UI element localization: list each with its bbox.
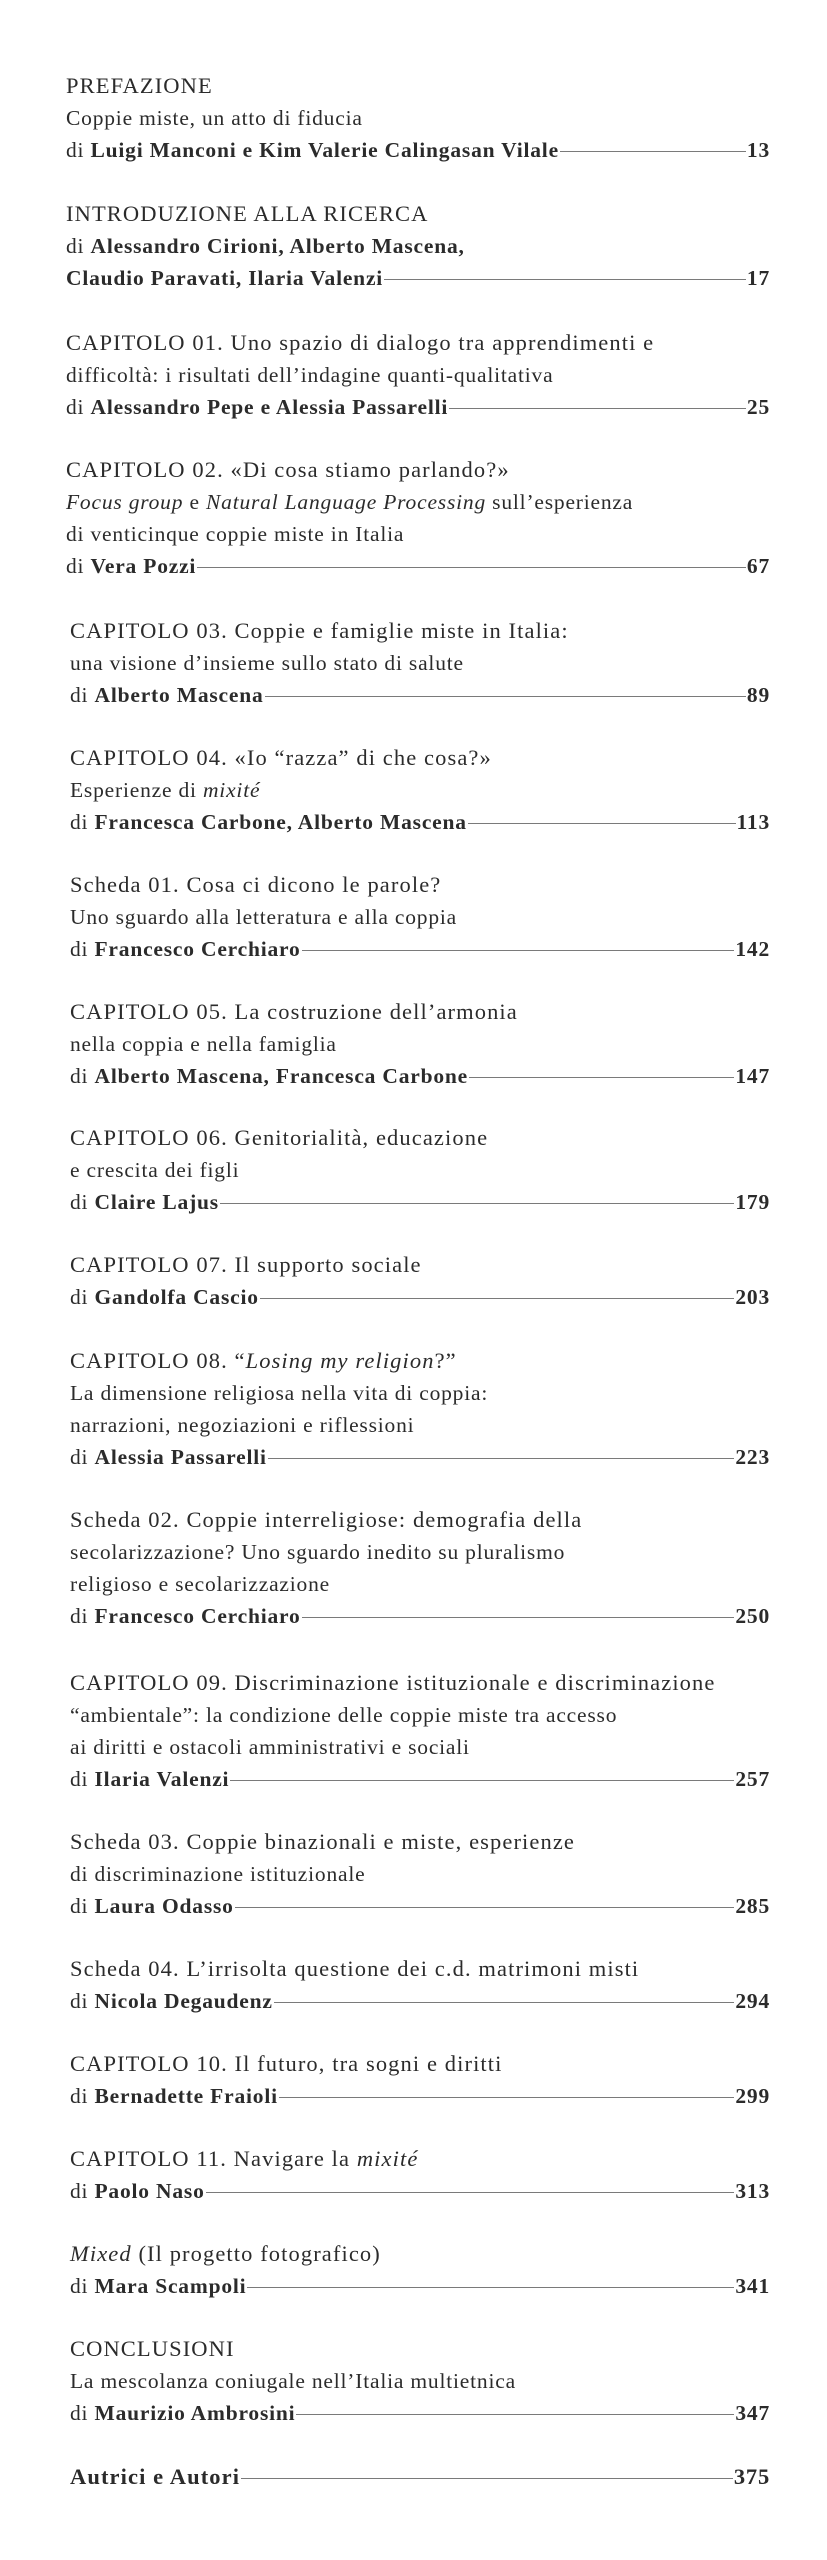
toc-entry-capitolo-10: [70, 2048, 770, 2112]
text-run: CAPITOLO 04. «Io “razza” di che cosa?»: [70, 745, 492, 770]
entry-author-line: [70, 1186, 770, 1218]
dot-leader: [468, 823, 736, 824]
text-run: di: [70, 1445, 95, 1469]
author-name: Alessia Passarelli: [94, 1445, 267, 1469]
entry-subtitle-line: [70, 1568, 770, 1600]
dot-leader: [449, 408, 746, 409]
toc-entry-capitolo-07: [70, 1249, 770, 1313]
author-name: Francesca Carbone, Alberto Mascena: [94, 810, 467, 834]
page-number: 299: [735, 2084, 770, 2108]
author-credit: [70, 1060, 468, 1092]
text-run: una visione d’insieme sullo stato di salute: [70, 651, 464, 675]
text-run: di: [70, 1604, 95, 1628]
page-number: 203: [735, 1285, 770, 1309]
author-credit: [70, 1985, 273, 2017]
text-run: secolarizzazione? Uno sguardo inedito su pluralismo: [70, 1540, 566, 1564]
text-run: ai diritti e ostacoli amministrativi e sociali: [70, 1735, 470, 1759]
entry-author-line: [70, 1281, 770, 1313]
toc-entry-capitolo-01: [66, 327, 770, 423]
author-name: Alberto Mascena, Francesca Carbone: [94, 1064, 469, 1088]
author-credit: [70, 1763, 229, 1795]
entry-author-line: [70, 1441, 770, 1473]
dot-leader: [268, 1458, 735, 1459]
entry-author-line: [66, 134, 770, 166]
toc-entry-capitolo-08: [70, 1345, 770, 1473]
author-credit: [70, 1890, 234, 1922]
toc-entry-capitolo-09: [70, 1667, 770, 1795]
text-run: ?”: [434, 1348, 457, 1373]
dot-leader: [274, 2002, 735, 2003]
dot-leader: [302, 950, 735, 951]
text-run: di: [70, 1767, 95, 1791]
dot-leader: [279, 2097, 734, 2098]
entry-title: [70, 996, 770, 1028]
entry-title: [70, 2238, 770, 2270]
text-run: INTRODUZIONE ALLA RICERCA: [66, 201, 429, 226]
toc-entry-capitolo-05: [70, 996, 770, 1092]
dot-leader: [197, 567, 746, 568]
text-run: CAPITOLO 05. La costruzione dell’armonia: [70, 999, 518, 1024]
entry-title: [70, 1953, 770, 1985]
page-number: 13: [746, 138, 770, 162]
text-run: di: [70, 1894, 95, 1918]
entry-title: [70, 2333, 770, 2365]
entry-subtitle-line: [66, 518, 770, 550]
toc-entry-scheda-04: [70, 1953, 770, 2017]
page-number: 285: [735, 1894, 770, 1918]
toc-entry-capitolo-03: [70, 615, 770, 711]
text-run: CAPITOLO 03. Coppie e famiglie miste in Italia:: [70, 618, 569, 643]
italic-text: Losing my religion: [245, 1348, 435, 1373]
entry-author-line: [70, 679, 770, 711]
text-run: di venticinque coppie miste in Italia: [66, 522, 405, 546]
text-run: Coppie miste, un atto di fiducia: [66, 106, 363, 130]
author-credit: [66, 262, 383, 294]
author-credit: [70, 933, 301, 965]
author-credit: [66, 134, 559, 166]
author-name: Nicola Degaudenz: [94, 1989, 273, 2013]
text-run: di: [66, 395, 91, 419]
text-run: di: [70, 2274, 95, 2298]
entry-subtitle-line: [70, 1536, 770, 1568]
text-run: di: [70, 683, 95, 707]
text-run: di: [70, 1190, 95, 1214]
text-run: CAPITOLO 07. Il supporto sociale: [70, 1252, 422, 1277]
entry-author-line: [70, 1890, 770, 1922]
entry-subtitle-line: [66, 102, 770, 134]
author-name: Luigi Manconi e Kim Valerie Calingasan Vilale: [90, 138, 559, 162]
page-number: 179: [735, 1190, 770, 1214]
author-credit: [70, 2270, 246, 2302]
toc-entry-mixed: [70, 2238, 770, 2302]
entry-author-line: [70, 2175, 770, 2207]
toc-entry-introduzione: [66, 198, 770, 294]
dot-leader: [235, 1907, 735, 1908]
text-run: narrazioni, negoziazioni e riflessioni: [70, 1413, 415, 1437]
entry-title: [70, 1249, 770, 1281]
text-run: di: [70, 2179, 95, 2203]
author-name: Ilaria Valenzi: [94, 1767, 230, 1791]
entry-title: [66, 70, 770, 102]
author-name: Mara Scampoli: [94, 2274, 247, 2298]
text-run: CAPITOLO 11. Navigare la: [70, 2146, 357, 2171]
text-run: di: [66, 234, 91, 258]
page-number: 17: [746, 266, 770, 290]
text-run: CAPITOLO 08. “: [70, 1348, 246, 1373]
text-run: CAPITOLO 10. Il futuro, tra sogni e diritti: [70, 2051, 503, 2076]
page-number: 25: [746, 395, 770, 419]
entry-subtitle-line: [70, 647, 770, 679]
toc-entry-scheda-02: [70, 1504, 770, 1632]
dot-leader: [265, 696, 746, 697]
entry-title: [70, 1667, 770, 1699]
text-run: Esperienze di: [70, 778, 203, 802]
italic-text: mixité: [356, 2146, 419, 2171]
entry-title: [70, 2048, 770, 2080]
author-name: Vera Pozzi: [90, 554, 197, 578]
entry-title: [70, 1504, 770, 1536]
author-name: Autrici e Autori: [70, 2464, 241, 2489]
dot-leader: [260, 1298, 735, 1299]
toc-entry-capitolo-04: [70, 742, 770, 838]
page-number: 113: [736, 810, 770, 834]
author-credit: [70, 1600, 301, 1632]
text-run: (Il progetto fotografico): [131, 2241, 381, 2266]
entry-subtitle-line: [70, 1377, 770, 1409]
entry-title: [66, 327, 770, 359]
toc-entry-prefazione: [66, 70, 770, 166]
entry-title: [70, 869, 770, 901]
entry-subtitle-line: [70, 2365, 770, 2397]
text-run: Scheda 01. Cosa ci dicono le parole?: [70, 872, 442, 897]
text-run: CAPITOLO 02. «Di cosa stiamo parlando?»: [66, 457, 510, 482]
toc-entry-capitolo-11: [70, 2143, 770, 2207]
page-number: 223: [735, 1445, 770, 1469]
author-name: Maurizio Ambrosini: [94, 2401, 296, 2425]
author-name: Laura Odasso: [94, 1894, 234, 1918]
entry-author-line: [70, 2397, 770, 2429]
entry-subtitle-line: [70, 1699, 770, 1731]
author-name: Claudio Paravati, Ilaria Valenzi: [66, 266, 384, 290]
dot-leader: [560, 151, 746, 152]
entry-subtitle-line: [70, 774, 770, 806]
page-number: 89: [746, 683, 770, 707]
page-number: 250: [735, 1604, 770, 1628]
dot-leader: [469, 1077, 734, 1078]
entry-subtitle-line: [70, 901, 770, 933]
author-credit: [70, 2175, 205, 2207]
text-run: e: [183, 490, 206, 514]
author-credit: [70, 1281, 259, 1313]
entry-subtitle-line: [70, 1731, 770, 1763]
entry-subtitle-line: [70, 1154, 770, 1186]
dot-leader: [241, 2478, 733, 2479]
author-credit: [70, 2461, 240, 2493]
text-run: di: [66, 138, 91, 162]
text-run: di: [70, 1285, 95, 1309]
entry-author-line: [70, 1060, 770, 1092]
text-run: di discriminazione istituzionale: [70, 1862, 366, 1886]
author-name: Francesco Cerchiaro: [94, 937, 301, 961]
entry-title: [70, 615, 770, 647]
author-credit: [66, 550, 196, 582]
text-run: CONCLUSIONI: [70, 2336, 235, 2361]
toc-entry-capitolo-02: [66, 454, 770, 582]
dot-leader: [296, 2414, 734, 2415]
author-credit: [70, 806, 467, 838]
entry-subtitle-line: [66, 486, 770, 518]
text-run: Uno sguardo alla letteratura e alla coppia: [70, 905, 457, 929]
entry-title: [70, 742, 770, 774]
entry-author-line: [70, 2461, 770, 2493]
toc-entry-scheda-03: [70, 1826, 770, 1922]
entry-title: [70, 1826, 770, 1858]
page-number: 375: [733, 2464, 770, 2489]
text-run: e crescita dei figli: [70, 1158, 240, 1182]
italic-text: Natural Language Processing: [206, 490, 486, 514]
author-credit: [66, 391, 448, 423]
text-run: PREFAZIONE: [66, 73, 213, 98]
text-run: La dimensione religiosa nella vita di coppia:: [70, 1381, 489, 1405]
author-credit: [70, 1186, 219, 1218]
dot-leader: [206, 2192, 735, 2193]
entry-title: [66, 454, 770, 486]
text-run: di: [66, 554, 91, 578]
entry-title: [70, 1122, 770, 1154]
entry-author-line: [70, 933, 770, 965]
italic-text: mixité: [202, 778, 261, 802]
text-run: religioso e secolarizzazione: [70, 1572, 330, 1596]
text-run: di: [70, 2084, 95, 2108]
text-run: di: [70, 2401, 95, 2425]
author-credit: [70, 679, 264, 711]
text-run: Scheda 03. Coppie binazionali e miste, esperienze: [70, 1829, 575, 1854]
page-number: 313: [735, 2179, 770, 2203]
italic-text: Focus group: [66, 490, 184, 514]
entry-author-line: [70, 1985, 770, 2017]
text-run: di: [70, 1989, 95, 2013]
dot-leader: [220, 1203, 734, 1204]
text-run: Scheda 04. L’irrisolta questione dei c.d. matrimoni misti: [70, 1956, 640, 1981]
page-number: 142: [735, 937, 770, 961]
text-run: Scheda 02. Coppie interreligiose: demografia della: [70, 1507, 583, 1532]
page-number: 347: [735, 2401, 770, 2425]
dot-leader: [230, 1780, 734, 1781]
entry-subtitle-line: [70, 1858, 770, 1890]
page-number: 294: [735, 1989, 770, 2013]
text-run: nella coppia e nella famiglia: [70, 1032, 337, 1056]
author-name: Alessandro Pepe e Alessia Passarelli: [90, 395, 449, 419]
toc-entry-scheda-01: [70, 869, 770, 965]
entry-author-line: [70, 806, 770, 838]
page-number: 257: [735, 1767, 770, 1791]
entry-title: [70, 2143, 770, 2175]
author-name: Paolo Naso: [94, 2179, 205, 2203]
entry-author-line: [66, 391, 770, 423]
text-run: CAPITOLO 09. Discriminazione istituzionale e discriminazione: [70, 1670, 716, 1695]
entry-author-line: [66, 550, 770, 582]
toc-entry-conclusioni: [70, 2333, 770, 2429]
dot-leader: [247, 2287, 734, 2288]
entry-title: [66, 198, 770, 230]
page-number: 341: [735, 2274, 770, 2298]
text-run: di: [70, 937, 95, 961]
toc-entry-autrici-e-autori: [70, 2461, 770, 2493]
entry-author-line: [70, 2080, 770, 2112]
text-run: di: [70, 1064, 95, 1088]
entry-subtitle-line: [66, 230, 770, 262]
entry-subtitle-line: [66, 359, 770, 391]
text-run: CAPITOLO 01. Uno spazio di dialogo tra apprendimenti e: [66, 330, 655, 355]
entry-subtitle-line: [70, 1028, 770, 1060]
text-run: La mescolanza coniugale nell’Italia multietnica: [70, 2369, 516, 2393]
text-run: CAPITOLO 06. Genitorialità, educazione: [70, 1125, 489, 1150]
author-name: Gandolfa Cascio: [94, 1285, 259, 1309]
entry-title: [70, 1345, 770, 1377]
text-run: “ambientale”: la condizione delle coppie miste tra accesso: [70, 1703, 618, 1727]
author-name: Francesco Cerchiaro: [94, 1604, 301, 1628]
author-name: Claire Lajus: [94, 1190, 219, 1214]
author-credit: [70, 1441, 267, 1473]
dot-leader: [384, 279, 746, 280]
text-run: difficoltà: i risultati dell’indagine quanti-qualitativa: [66, 363, 554, 387]
author-credit: [70, 2080, 278, 2112]
entry-author-line: [70, 2270, 770, 2302]
text-run: di: [70, 810, 95, 834]
toc-entry-capitolo-06: [70, 1122, 770, 1218]
entry-subtitle-line: [70, 1409, 770, 1441]
author-credit: [70, 2397, 295, 2429]
author-name: Alessandro Cirioni, Alberto Mascena,: [90, 234, 465, 258]
italic-text: Mixed: [70, 2241, 132, 2266]
page-number: 147: [735, 1064, 770, 1088]
entry-author-line: [70, 1763, 770, 1795]
entry-author-line: [70, 1600, 770, 1632]
dot-leader: [302, 1617, 735, 1618]
author-name: Bernadette Fraioli: [94, 2084, 278, 2108]
page-number: 67: [746, 554, 770, 578]
text-run: sull’esperienza: [486, 490, 634, 514]
author-name: Alberto Mascena: [94, 683, 264, 707]
entry-author-line: [66, 262, 770, 294]
